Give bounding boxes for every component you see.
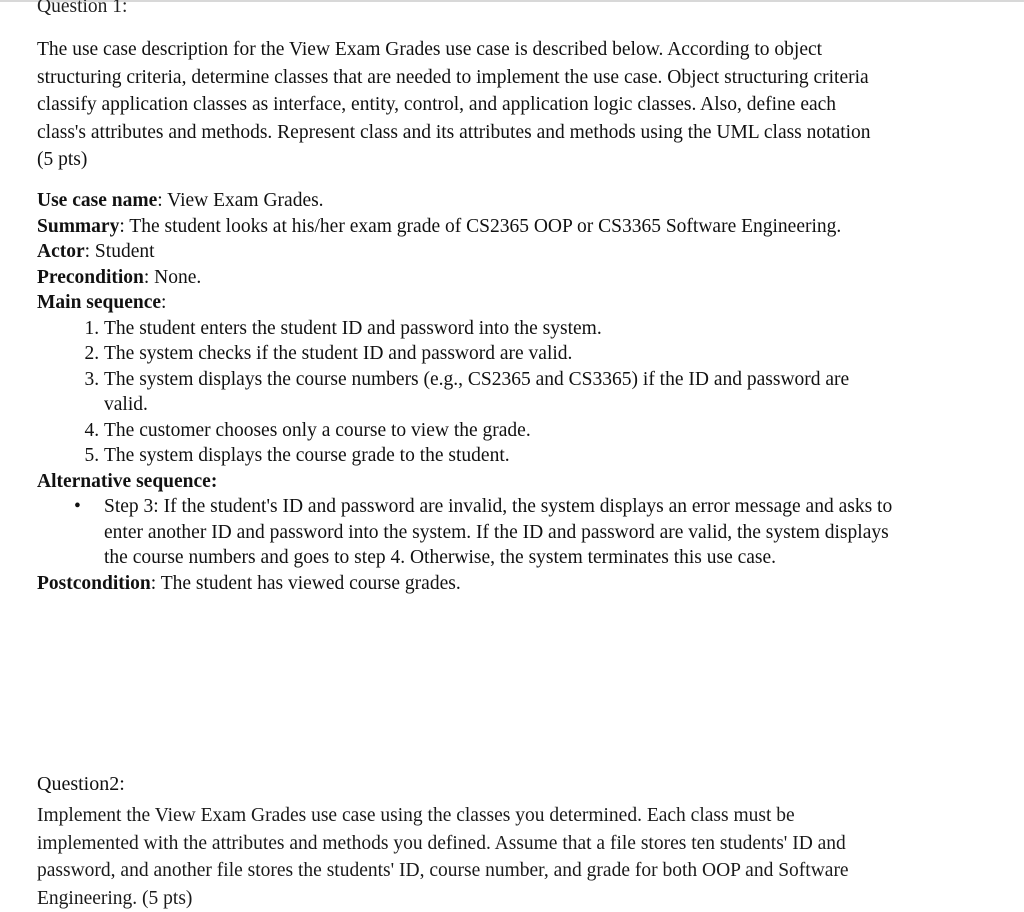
- use-case-name-line: [37, 188, 897, 214]
- main-sequence-step: 2. The system checks if the student ID and password are valid.: [104, 341, 897, 367]
- main-sequence-colon: :: [161, 292, 167, 313]
- main-sequence-step: 3. The system displays the course numbers (e.g., CS2365 and CS3365) if the ID and password are valid.: [104, 367, 897, 418]
- main-sequence-step: 4. The customer chooses only a course to view the grade.: [104, 418, 897, 444]
- alternative-sequence-text: Step 3: If the student's ID and password are invalid, the system displays an error message and asks to enter another ID and password into the system. If the ID and password are valid, the system displays the course numbers and goes to step 4. Otherwise, the system terminates this use case.: [104, 496, 893, 568]
- summary-value: : The student looks at his/her exam grade of CS2365 OOP or CS3365 Software Engineering.: [119, 215, 842, 237]
- summary-label: Summary: [37, 215, 120, 237]
- precondition-label: Precondition: [37, 266, 144, 288]
- main-sequence-list: [37, 316, 897, 469]
- question-1-title: Question 1:: [37, 0, 128, 17]
- postcondition-label: Postcondition: [37, 572, 151, 594]
- use-case-name-label: Use case name: [37, 190, 158, 211]
- actor-label: Actor: [37, 241, 85, 262]
- main-sequence-step: 1. The student enters the student ID and password into the system.: [104, 316, 897, 342]
- main-sequence-heading: [37, 290, 897, 316]
- main-sequence-step: 5. The system displays the course grade to the student.: [104, 443, 897, 469]
- alternative-sequence-label: Alternative sequence:: [37, 470, 218, 492]
- precondition-value: : None.: [143, 266, 202, 288]
- page-top-border: [0, 0, 1024, 2]
- question-2-title: Question2:: [37, 773, 125, 795]
- precondition-line: [37, 265, 897, 291]
- summary-line: [37, 214, 897, 240]
- bullet-icon: •: [74, 496, 81, 517]
- postcondition-line: [37, 571, 897, 597]
- alternative-sequence-list: [37, 494, 897, 571]
- use-case-name-value: : View Exam Grades.: [157, 190, 324, 211]
- question-1-intro: The use case description for the View Exam Grades use case is described below. According to object structuring criteria, determine classes that are needed to implement the use case. Object structuring criteria classify application classes as interface, entity, control, and application logic classes. Also, define each class's attributes and methods. Represent class and its attributes and methods using the UML class notation (5 pts): [37, 39, 871, 170]
- postcondition-value: : The student has viewed course grades.: [150, 572, 461, 594]
- question-2-body: Implement the View Exam Grades use case using the classes you determined. Each class must be implemented with the attributes and methods you defined. Assume that a file stores ten students' ID and password, and another file stores the students' ID, course number, and grade for both OOP and Software Engineering. (5 pts): [37, 805, 849, 909]
- alternative-sequence-item: [74, 494, 897, 571]
- use-case-description: [37, 188, 897, 596]
- actor-line: [37, 239, 897, 265]
- main-sequence-label: Main sequence: [37, 292, 162, 313]
- actor-value: : Student: [84, 241, 155, 262]
